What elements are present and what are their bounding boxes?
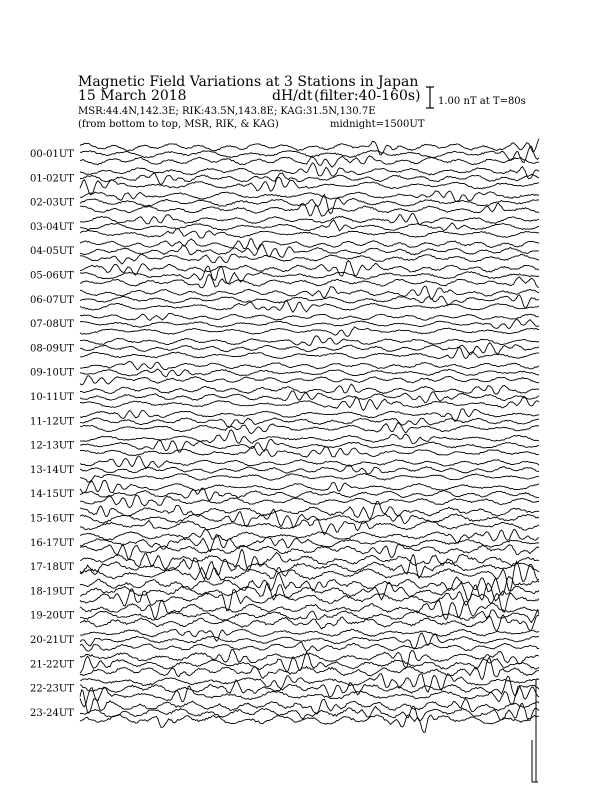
- trace-kag: [80, 480, 539, 493]
- hour-label: 18-19UT: [30, 586, 74, 598]
- trace-kag: [80, 599, 539, 619]
- hour-label: 08-09UT: [30, 343, 74, 355]
- trace-kag: [80, 674, 539, 692]
- hour-label: 17-18UT: [30, 562, 74, 574]
- trace-kag: [80, 139, 539, 155]
- trace-rik: [80, 295, 539, 308]
- hour-label: 10-11UT: [30, 392, 74, 403]
- trace-msr: [80, 423, 539, 434]
- trace-rik: [80, 173, 539, 185]
- trace-msr: [80, 376, 539, 385]
- trace-rik: [80, 369, 539, 377]
- trace-msr: [80, 520, 539, 535]
- filter-label: (filter:40-160s): [314, 88, 421, 104]
- trace-msr: [80, 715, 539, 732]
- trace-kag: [80, 336, 539, 346]
- hour-label: 21-22UT: [30, 659, 74, 671]
- chart-date: 15 March 2018: [78, 88, 187, 104]
- scale-label: 1.00 nT at T=80s: [438, 96, 526, 107]
- trace-kag: [80, 361, 539, 369]
- hour-label: 14-15UT: [30, 489, 74, 501]
- trace-rik: [80, 319, 539, 329]
- hour-label: 04-05UT: [30, 246, 74, 258]
- hour-label: 19-20UT: [30, 610, 74, 622]
- trace-msr: [80, 495, 539, 508]
- trace-kag: [80, 239, 539, 250]
- traces: [80, 139, 539, 733]
- chart-title: Magnetic Field Variations at 3 Stations in Japan: [78, 74, 419, 90]
- hour-label: 06-07UT: [30, 294, 74, 306]
- hour-label: 13-14UT: [30, 464, 74, 476]
- hour-label: 07-08UT: [30, 319, 74, 331]
- trace-kag: [80, 313, 539, 320]
- trace-rik: [80, 488, 539, 501]
- hour-label: 05-06UT: [30, 270, 74, 282]
- trace-msr: [80, 544, 539, 559]
- trace-msr: [80, 396, 539, 410]
- hour-label: 16-17UT: [30, 537, 74, 549]
- station-order-line: (from bottom to top, MSR, RIK, & KAG): [78, 119, 279, 130]
- hour-label: 23-24UT: [30, 707, 74, 719]
- trace-msr: [80, 474, 539, 483]
- trace-rik: [80, 652, 539, 673]
- trace-msr: [80, 347, 539, 358]
- trace-rik: [80, 676, 539, 697]
- hour-label: 11-12UT: [30, 416, 74, 428]
- hour-label: 03-04UT: [30, 221, 74, 233]
- stations-line: MSR:44.4N,142.3E; RIK:43.5N,143.8E; KAG:31.5N,130.7E: [78, 106, 376, 117]
- quantity-label: dH/dt: [272, 88, 313, 104]
- hour-label: 15-16UT: [30, 513, 74, 525]
- trace-kag: [80, 409, 539, 422]
- trace-msr: [80, 254, 539, 264]
- hour-label: 02-03UT: [30, 197, 74, 209]
- trace-msr: [80, 615, 539, 631]
- trace-msr: [80, 327, 539, 337]
- scale-bar: [426, 87, 526, 108]
- trace-msr: [80, 446, 539, 457]
- trace-kag: [80, 690, 539, 713]
- trace-rik: [80, 439, 539, 452]
- trace-rik: [80, 220, 539, 231]
- hour-label: 12-13UT: [30, 440, 74, 452]
- trace-rik: [80, 534, 539, 550]
- trace-rik: [80, 465, 539, 474]
- trace-kag: [80, 261, 539, 277]
- trace-msr: [80, 228, 539, 238]
- trace-kag: [80, 456, 539, 468]
- hour-label: 00-01UT: [30, 149, 74, 160]
- hour-label: 09-10UT: [30, 367, 74, 379]
- trace-msr: [80, 178, 539, 195]
- trace-msr: [80, 642, 539, 651]
- trace-kag: [80, 501, 539, 519]
- trace-kag: [80, 384, 539, 394]
- hour-label: 01-02UT: [30, 173, 74, 185]
- hour-labels: [30, 149, 74, 719]
- trace-kag: [80, 191, 539, 202]
- trace-msr: [80, 301, 539, 313]
- midnight-label: midnight=1500UT: [330, 119, 425, 130]
- hour-label: 22-23UT: [30, 683, 74, 695]
- trace-msr: [80, 657, 539, 679]
- trace-kag: [80, 430, 539, 444]
- hour-label: 20-21UT: [30, 635, 74, 646]
- trace-rik: [80, 244, 539, 257]
- trace-rik: [80, 418, 539, 427]
